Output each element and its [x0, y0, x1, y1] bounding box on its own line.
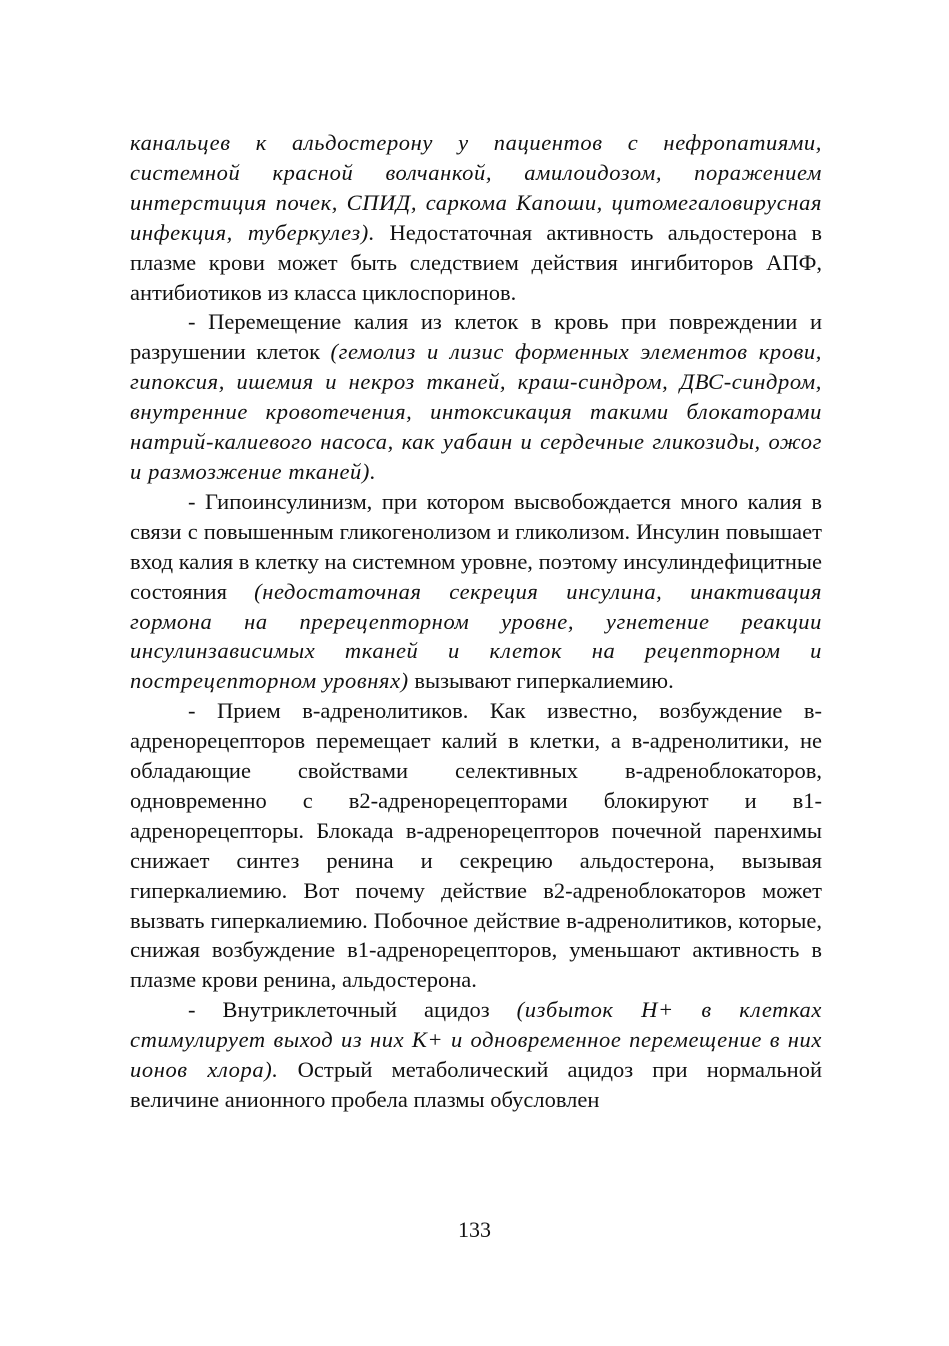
paragraph-3-text-1: - Гипоинсулинизм, при котором высвобождается много калия в связи с повышенным гликогенолизом и гликолизом. Инсулин повышает вход калия в клетку на системном уровне, поэтому инсулиндефицитные состояния — [130, 488, 822, 604]
paragraph-3 — [130, 487, 822, 696]
paragraph-3-text-3: вызывают гиперкалиемию. — [408, 668, 674, 694]
paragraph-2 — [130, 307, 822, 486]
paragraph-5-text-1: - Внутриклеточный ацидоз — [188, 997, 517, 1023]
page-number: 133 — [458, 1217, 491, 1242]
page-body — [130, 128, 822, 1115]
paragraph-1-italic-1: канальцев к альдостерону у пациентов с нефропатиями, системной красной волчанкой, амилоидозом, поражением интерстиция почек, СПИД, саркома Капоши, цитомегаловирусная инфекция, туберкулез). — [130, 130, 822, 245]
paragraph-5-text-3: Острый метаболический ацидоз при нормальной величине анионного пробела плазмы обусловлен — [130, 1057, 822, 1112]
paragraph-5-italic-2: (избыток Н+ в клетках стимулирует выход из них К+ и одновременное перемещение в них ионов хлора). — [130, 997, 822, 1083]
paragraph-1 — [130, 128, 822, 307]
paragraph-2-text-1: - Перемещение калия из клеток в кровь при повреждении и разрушении клеток — [130, 309, 822, 365]
paragraph-2-italic-2: (гемолиз и лизис форменных элементов крови, гипоксия, ишемия и некроз тканей, краш-синдром, ДВС-синдром, внутренние кровотечения, интоксикация такими блокаторами натрий-калиевого насоса, как уабаин и сердечные гликозиды, ожог и размозжение тканей). — [130, 339, 822, 484]
paragraph-3-italic-2: (недостаточная секреция инсулина, инактивация гормона на пререцепторном уровне, угнетение реакции инсулинзависимых тканей и клеток на рецепторном и пострецепторном уровнях) — [130, 578, 822, 694]
paragraph-1-text-2: Недостаточная активность альдостерона в плазме крови может быть следствием действия ингибиторов АПФ, антибиотиков из класса циклоспоринов. — [130, 219, 823, 305]
paragraph-4 — [130, 696, 822, 995]
paragraph-4-text-1: - Прием в-адренолитиков. Как известно, возбуждение в-адренорецепторов перемещает калий в клетки, а в-адренолитики, не обладающие свойствами селективных в-адреноблокаторов, одновременно с в2-адренорецепторами блокируют и в1-адренорецепторы. Блокада в-адренорецепторов почечной паренхимы снижает синтез ренина и секрецию альдостерона, вызывая гиперкалиемию. Вот почему действие в2-адреноблокаторов может вызвать гиперкалиемию. Побочное действие в-адренолитиков, которые, снижая возбуждение в1-адренорецепторов, уменьшают активность в плазме крови ренина, альдостерона. — [130, 698, 822, 993]
paragraph-5 — [130, 995, 822, 1115]
